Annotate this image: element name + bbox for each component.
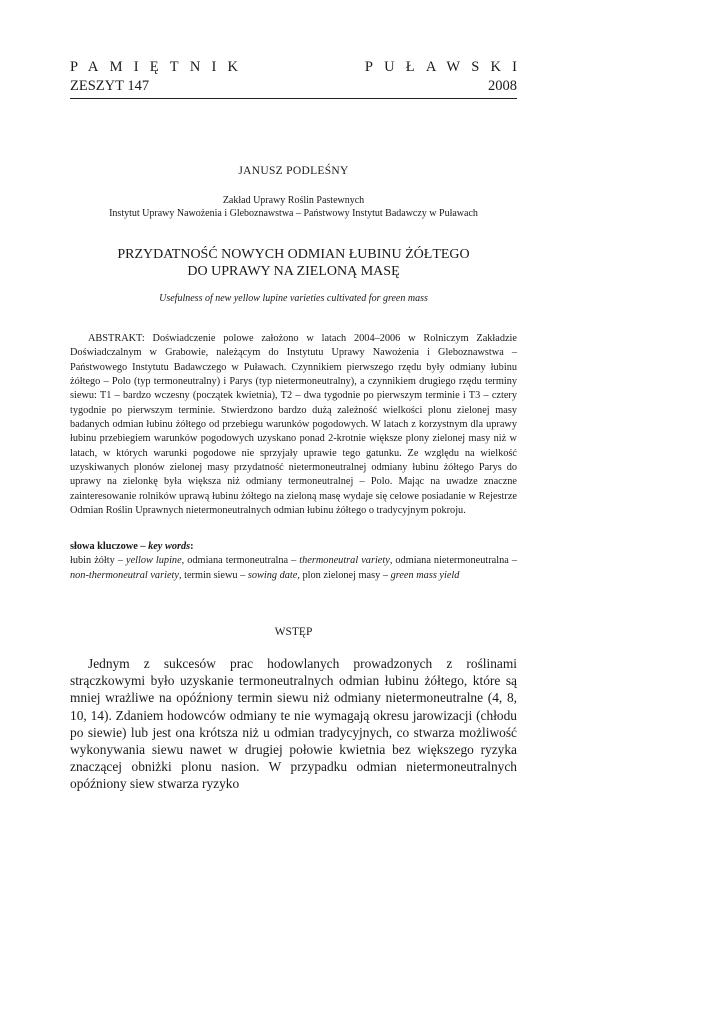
keyword-en: thermoneutral variety: [299, 555, 390, 567]
keyword-en: green mass yield: [390, 569, 460, 581]
keywords: [70, 540, 517, 583]
issue-header: [70, 77, 517, 95]
english-title: Usefulness of new yellow lupine varieties cultivated for green mass: [159, 293, 428, 304]
keyword-pl: , termin siewu –: [178, 569, 248, 581]
abstract-text: ABSTRAKT: Doświadczenie polowe założono w latach 2004–2006 w Rolniczym Zakładzie Doświadczalnym w Grabowie, należącym do Instytutu Uprawy Nawożenia i Gleboznawstwa – Państwowego Instytutu Badawczego w Puławach. Czynnikiem pierwszego rzędu były odmiany łubinu żółtego – Polo (typ termoneutralny) i Parys (typ nietermoneutralny), a czynnikiem drugiego rzędu terminy siewu: T1 – bardzo wczesny (początek kwietnia), T2 – dwa tygodnie po pierwszym terminie i T3 – cztery tygodnie po pierwszym terminie. Stwierdzono bardzo dużą zależność wielkości plonu zielonej masy badanych odmian łubinu żółtego od przebiegu warunków pogodowych. W latach z korzystnym dla uprawy łubinu przebiegiem warunków pogodowych uzyskano ponad 2-krotnie większe plony zielonej masy niż w latach, w których warunki pogodowe nie sprzyjały uprawie tego gatunku. Ze względu na wielkość uzyskiwanych plonów zielonej masy przydatność nietermoneutralnej odmiany łubinu żółtego Parys do uprawy na zielonkę była większa niż odmiany termoneutralnej – Polo. Mając na uwadze znaczne zainteresowanie rolników uprawą łubinu żółtego na zieloną masę wydaje się celowe posiadanie w Rejestrze Odmian Roślin Uprawnych nietermoneutralnych odmian łubinu żółtego o tradycyjnym pokroju.: [70, 333, 517, 517]
body-paragraph: Jednym z sukcesów prac hodowlanych prowadzonych z roślinami strączkowymi było uzyskanie termoneutralnych odmian łubinu żółtego, które są mniej wrażliwe na opóźniony termin siewu niż odmiany nietermoneutralne (4, 8, 10, 14). Zdaniem hodowców odmiany te nie wymagają okresu jarowizacji (chłodu po siewie) lub jest ona krótsza niż u odmian tradycyjnych, co stwarza możliwość wykonywania siewu nawet w drugiej połowie kwietnia bez większego ryzyka znaczącej obniżki plonu nasion. W przypadku odmian nietermoneutralnych opóźniony siew stwarza ryzyko: [70, 656, 517, 792]
issue-number: ZESZYT 147: [70, 78, 150, 94]
keyword-en: yellow lupine: [126, 555, 182, 567]
keyword-pl: , odmiana termoneutralna –: [181, 555, 300, 567]
header-rule: [70, 98, 517, 99]
affiliation-institute: Instytut Uprawy Nawożenia i Gleboznawstwa – Państwowy Instytut Badawczy w Puławach: [109, 208, 478, 219]
affiliation: [70, 194, 517, 220]
paper-title-line1: PRZYDATNOŚĆ NOWYCH ODMIAN ŁUBINU ŻÓŁTEGO: [117, 247, 470, 262]
abstract: [70, 332, 517, 518]
paper-title: [70, 246, 517, 280]
section-heading: WSTĘP: [274, 626, 313, 638]
section-body: [70, 655, 517, 793]
keyword-en: sowing date: [247, 569, 298, 581]
journal-name-right: PUŁAWSKI: [364, 59, 529, 75]
keyword-pl: , odmiana nietermoneutralna –: [389, 555, 517, 567]
paper-title-line2: DO UPRAWY NA ZIELONĄ MASĘ: [187, 264, 400, 279]
affiliation-department: Zakład Uprawy Roślin Pastewnych: [222, 195, 365, 206]
keywords-heading-pl: słowa kluczowe –: [70, 541, 149, 552]
keyword-pl: łubin żółty –: [70, 555, 126, 567]
issue-year: 2008: [488, 78, 517, 94]
journal-name-left: PAMIĘTNIK: [70, 59, 250, 75]
keywords-heading: [70, 541, 194, 552]
keyword-pl: , plon zielonej masy –: [297, 569, 391, 581]
keywords-heading-colon: :: [190, 541, 194, 552]
keywords-heading-en: key words: [148, 541, 191, 552]
author-name: JANUSZ PODLEŚNY: [238, 165, 349, 177]
keyword-en: non-thermoneutral variety: [70, 569, 179, 581]
journal-header: [70, 58, 529, 76]
